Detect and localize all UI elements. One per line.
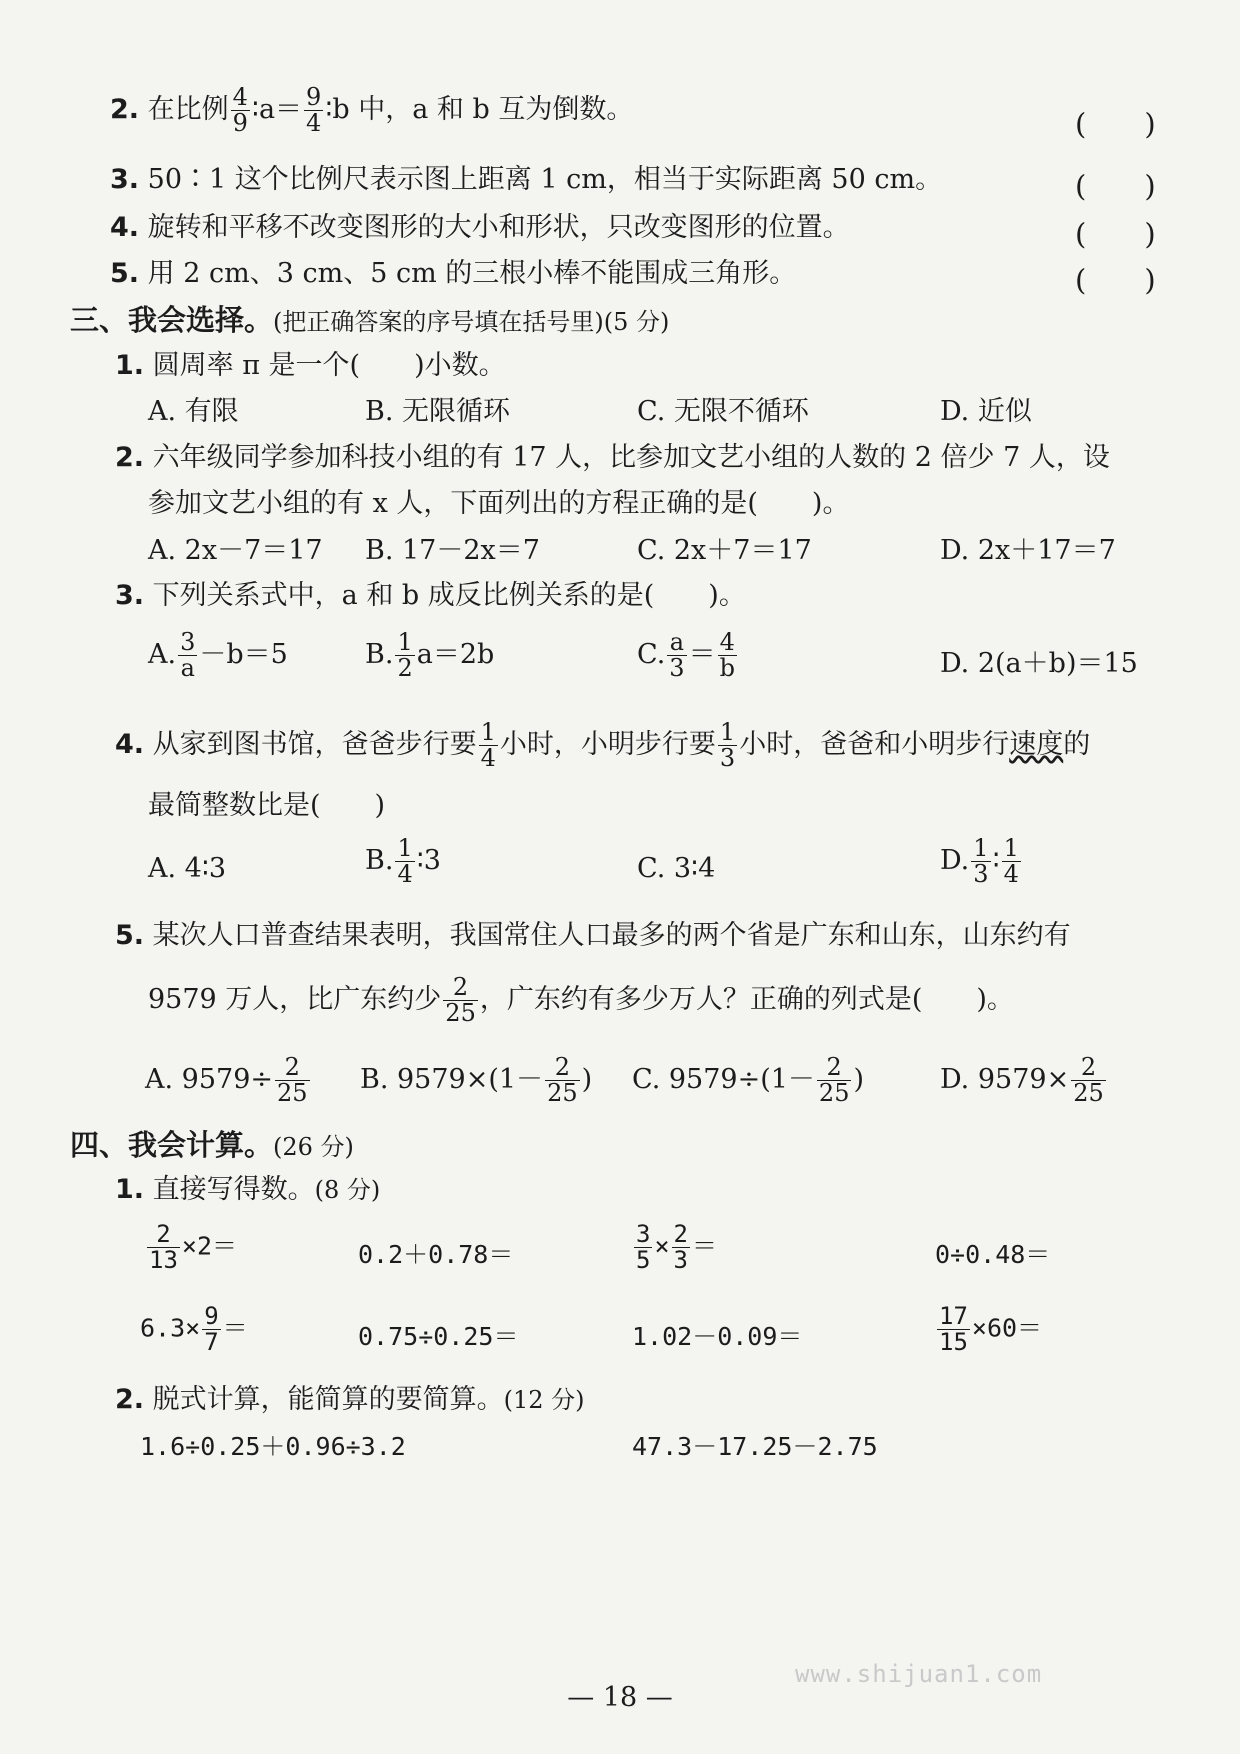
option-b[interactable]: B. 9579×(1－ $\frac{2}{25}$ )	[360, 1053, 593, 1108]
oral-calc-item[interactable]: $\frac{17}{15}$ ×60＝	[939, 1302, 1043, 1357]
underlined-word: 速度	[1009, 729, 1064, 761]
option-d[interactable]: D. 2x＋17＝7	[940, 535, 1116, 566]
fraction: $\frac{1}{3}$	[973, 834, 989, 889]
fraction: $\frac{1}{4}$	[480, 718, 496, 773]
option-c[interactable]: C. 9579÷(1－ $\frac{2}{25}$ )	[632, 1053, 865, 1108]
fraction: $\frac{1}{3}$	[719, 718, 736, 773]
oral-calc-item[interactable]: 1.02－0.09＝	[632, 1322, 803, 1351]
option-d[interactable]: D. 9579× $\frac{2}{25}$	[940, 1053, 1104, 1108]
fraction: $\frac{2}{25}$	[445, 973, 476, 1028]
fraction: $\frac{a}{3}$	[669, 628, 685, 683]
choice-q3: 3. 下列关系式中，a 和 b 成反比例关系的是( )。	[115, 580, 746, 611]
step-calc-item[interactable]: 1.6÷0.25＋0.96÷3.2	[140, 1432, 406, 1461]
oral-calc-item[interactable]: $\frac{2}{13}$ ×2＝	[149, 1220, 238, 1275]
fraction: $\frac{2}{25}$	[818, 1053, 850, 1108]
option-a[interactable]: A. 有限	[148, 396, 239, 427]
option-b[interactable]: B. 无限循环	[365, 396, 511, 427]
option-c[interactable]: C. 2x＋7＝17	[637, 535, 812, 566]
fraction: $\frac{3}{a}$	[180, 628, 196, 683]
choice-q2-line2: 参加文艺小组的有 x 人，下面列出的方程正确的是( )。	[148, 488, 850, 519]
answer-bracket[interactable]: ( )	[1075, 107, 1156, 141]
option-d[interactable]: D. 近似	[940, 396, 1032, 427]
option-c[interactable]: C. 无限不循环	[637, 396, 809, 427]
oral-calc-item[interactable]: 0.2＋0.78＝	[358, 1240, 514, 1269]
fraction: $\frac{2}{25}$	[277, 1053, 308, 1108]
judge-q4: 4. 旋转和平移不改变图形的大小和形状，只改变图形的位置。	[110, 212, 850, 243]
calc-part1-title: 1. 直接写得数。(8 分)	[115, 1174, 381, 1205]
choice-q2-line1: 2. 六年级同学参加科技小组的有 17 人，比参加文艺小组的人数的 2 倍少 7 人，设	[115, 442, 1110, 473]
option-a[interactable]: A. $\frac{3}{a}$ －b＝5	[148, 628, 288, 683]
fraction: $\frac{2}{25}$	[1073, 1053, 1104, 1108]
fraction: $\frac{9}{4}$	[306, 83, 322, 138]
fraction: $\frac{2}{3}$	[673, 1220, 688, 1275]
option-c[interactable]: C. $\frac{a}{3}$ ＝ $\frac{4}{b}$	[637, 628, 735, 683]
calc-part2-title: 2. 脱式计算，能简算的要简算。(12 分)	[115, 1384, 585, 1415]
page-number: — 18 —	[567, 1682, 673, 1713]
answer-bracket[interactable]: ( )	[1075, 263, 1156, 297]
answer-bracket[interactable]: ( )	[1075, 217, 1156, 251]
judge-q5: 5. 用 2 cm、3 cm、5 cm 的三根小棒不能围成三角形。	[110, 258, 797, 289]
option-d[interactable]: D. 2(a＋b)＝15	[940, 648, 1138, 679]
oral-calc-item[interactable]: 0÷0.48＝	[935, 1240, 1051, 1269]
judge-q2: 2. 在比例 $\frac{4}{9}$ ∶a＝ $\frac{9}{4}$ ∶b 中，a 和 b 互为倒数。	[110, 83, 634, 138]
option-b[interactable]: B. 17－2x＝7	[365, 535, 540, 566]
fraction: $\frac{2}{13}$	[149, 1220, 178, 1275]
judge-q3: 3. 50∶1 这个比例尺表示图上距离 1 cm，相当于实际距离 50 cm。	[110, 164, 943, 195]
fraction: $\frac{4}{b}$	[719, 628, 735, 683]
option-a[interactable]: A. 9579÷ $\frac{2}{25}$	[145, 1053, 308, 1108]
watermark: www.shijuan1.com	[795, 1660, 1043, 1688]
answer-bracket[interactable]: ( )	[1075, 169, 1156, 203]
choice-q1: 1. 圆周率 π 是一个( )小数。	[115, 350, 506, 381]
choice-q5-line1: 5. 某次人口普查结果表明，我国常住人口最多的两个省是广东和山东，山东约有	[115, 920, 1071, 951]
fraction: $\frac{2}{25}$	[547, 1053, 578, 1108]
fraction: $\frac{17}{15}$	[939, 1302, 968, 1357]
option-b[interactable]: B. $\frac{1}{2}$ a＝2b	[365, 628, 495, 683]
oral-calc-item[interactable]: 0.75÷0.25＝	[358, 1322, 519, 1351]
fraction: $\frac{1}{2}$	[397, 628, 413, 683]
section-3-title: 三、我会选择。(把正确答案的序号填在括号里)(5 分)	[70, 303, 670, 337]
fraction: $\frac{4}{9}$	[232, 83, 248, 138]
choice-q5-line2: 9579 万人，比广东约少 $\frac{2}{25}$ ，广东约有多少万人？正确的列式是( )。	[148, 973, 1014, 1028]
fraction: $\frac{1}{4}$	[397, 834, 413, 889]
section-4-title: 四、我会计算。(26 分)	[70, 1128, 354, 1162]
fraction: $\frac{3}{5}$	[636, 1220, 651, 1275]
choice-q4-line1: 4. 从家到图书馆，爸爸步行要 $\frac{1}{4}$ 小时，小明步行要 $\frac{1}{3}$ 小时，爸爸和小明步行速度的	[115, 718, 1091, 773]
step-calc-item[interactable]: 47.3－17.25－2.75	[632, 1432, 878, 1461]
fraction: $\frac{9}{7}$	[204, 1302, 219, 1357]
fraction: $\frac{1}{4}$	[1003, 834, 1019, 889]
option-d[interactable]: D. $\frac{1}{3}$ ∶ $\frac{1}{4}$	[940, 834, 1019, 889]
oral-calc-item[interactable]: $\frac{3}{5}$ × $\frac{2}{3}$ ＝	[636, 1220, 717, 1275]
option-c[interactable]: C. 3∶4	[637, 853, 716, 884]
choice-q4-line2: 最简整数比是( )	[148, 790, 386, 821]
question-number: 2.	[110, 94, 140, 126]
option-a[interactable]: A. 4∶3	[148, 853, 227, 884]
option-b[interactable]: B. $\frac{1}{4}$ ∶3	[365, 834, 441, 889]
option-a[interactable]: A. 2x－7＝17	[148, 535, 323, 566]
oral-calc-item[interactable]: 6.3× $\frac{9}{7}$ ＝	[140, 1302, 248, 1357]
